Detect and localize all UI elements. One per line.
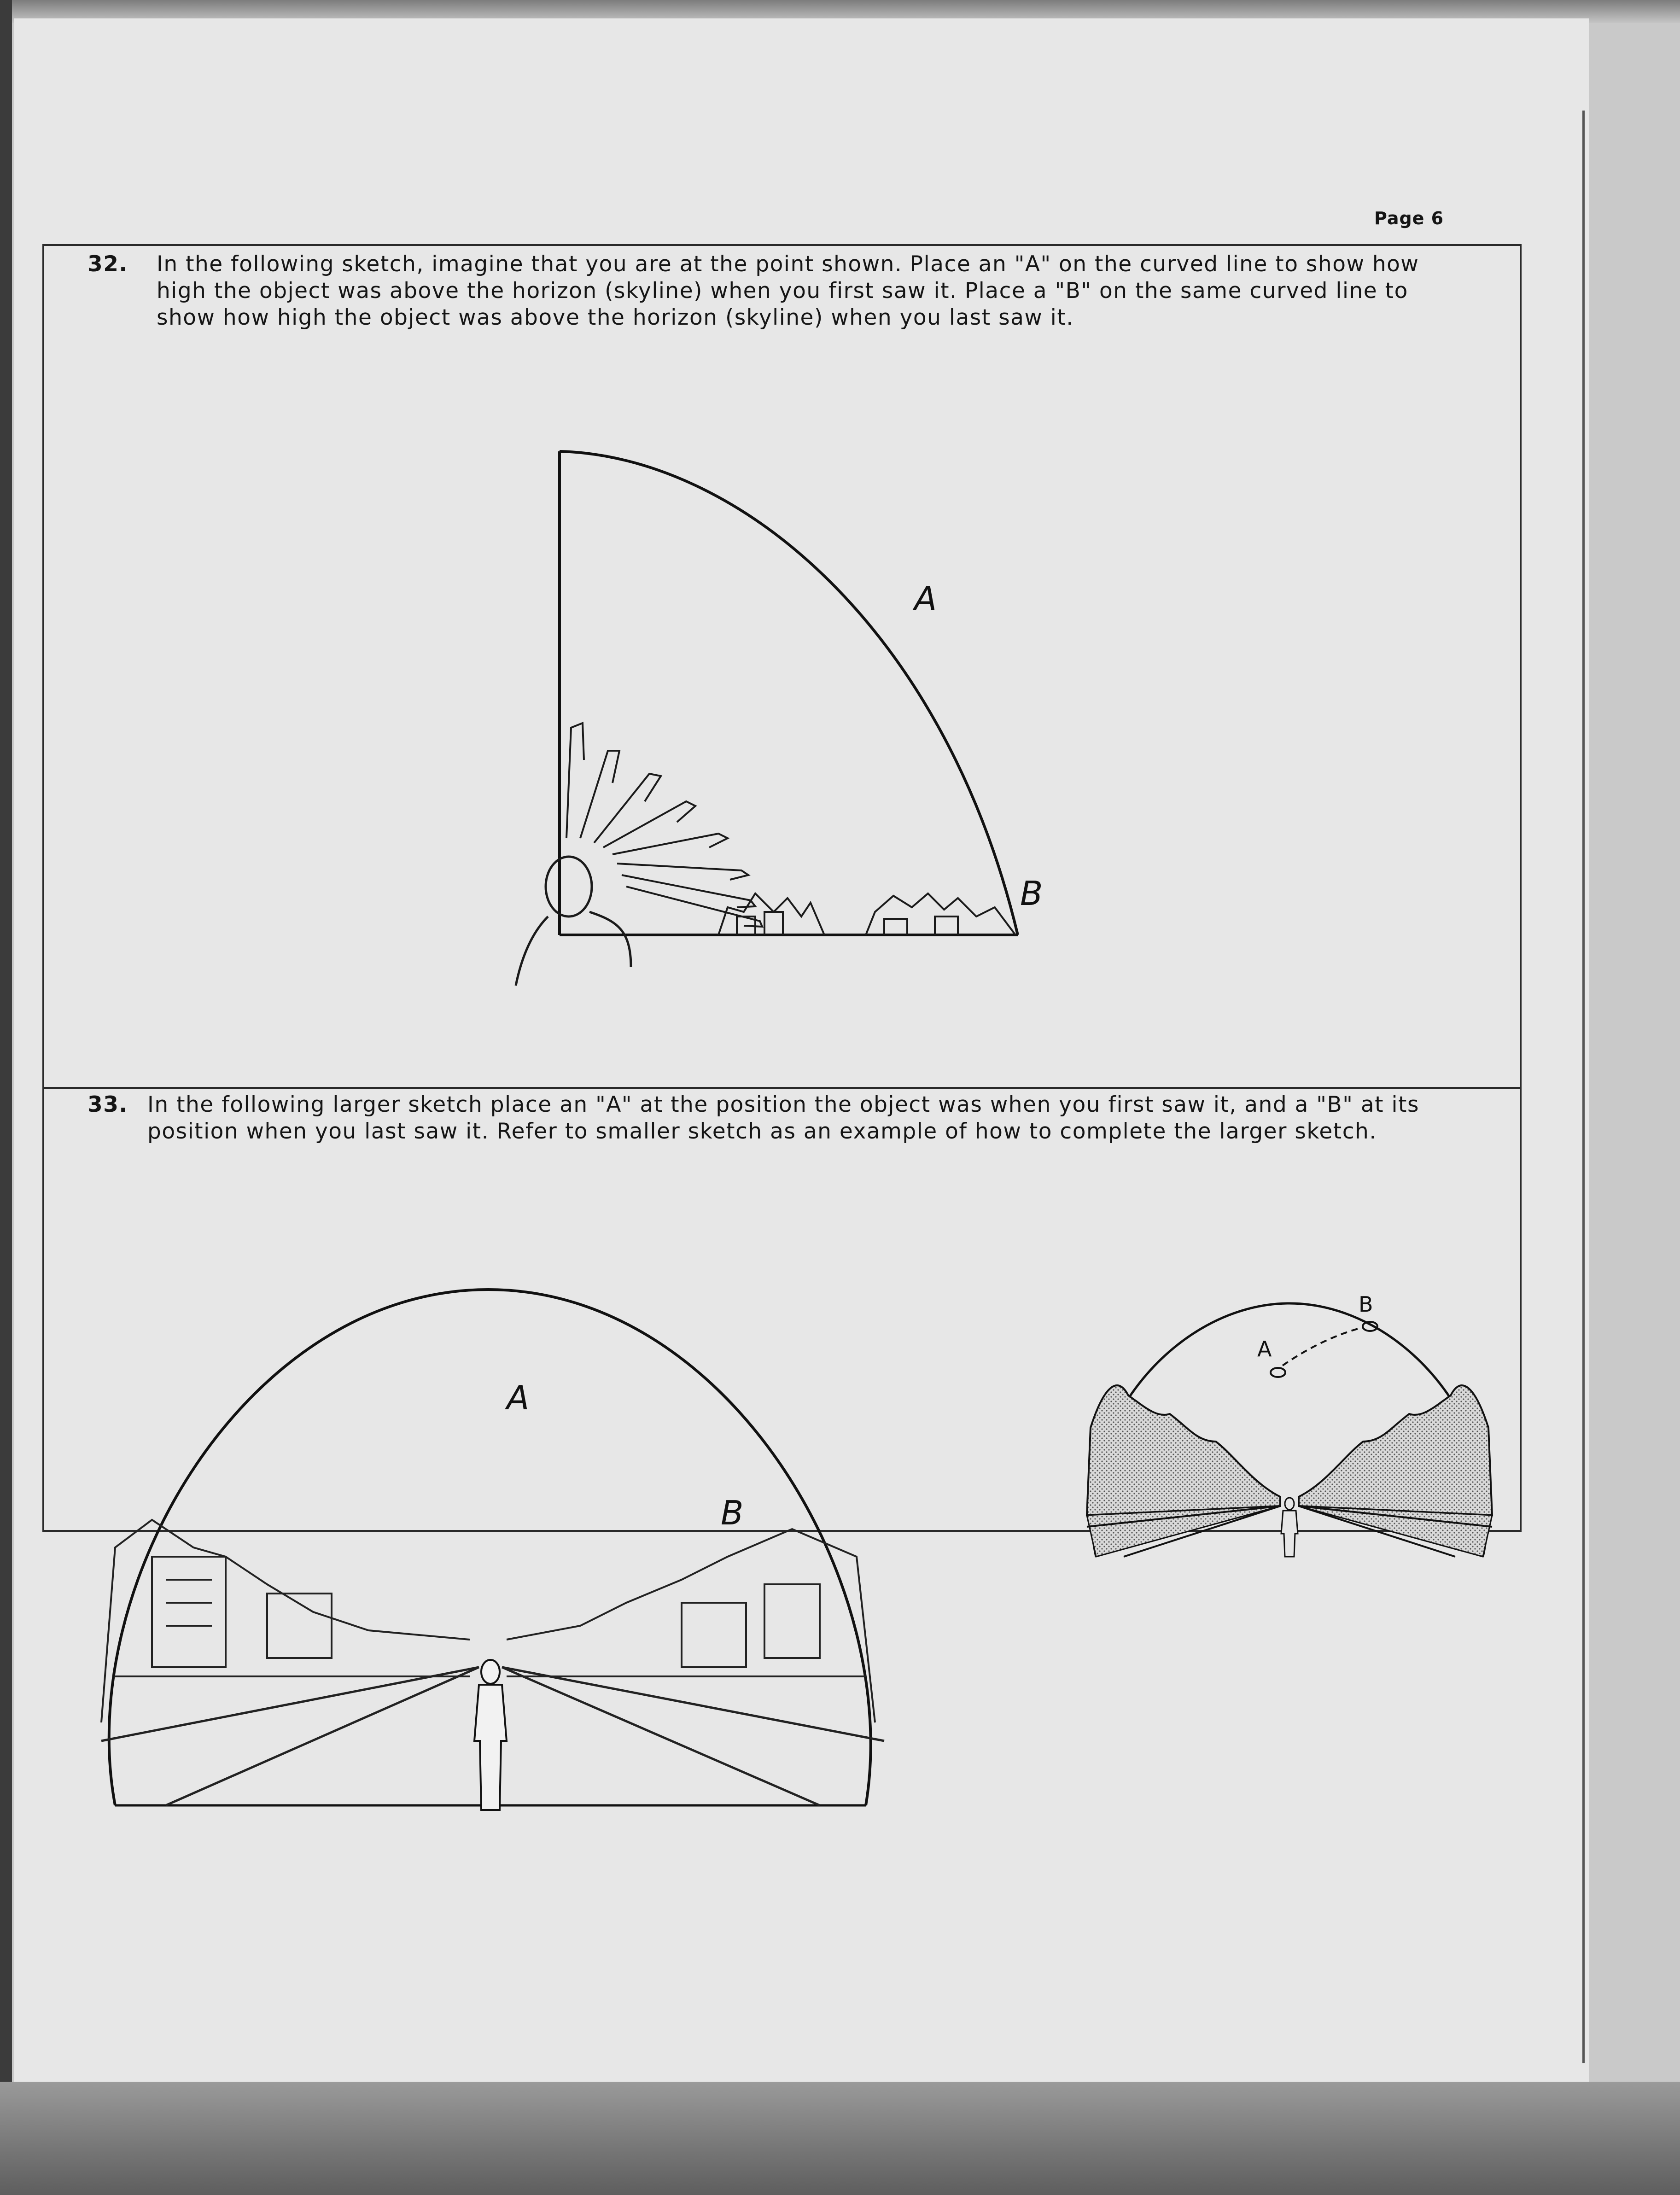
page-number: Page 6 (1374, 208, 1444, 228)
question-number: 32. (88, 251, 128, 277)
object-path-dashed (1283, 1327, 1363, 1366)
skyline-houses-illustration (718, 893, 1015, 935)
section-divider (42, 1087, 1522, 1089)
scan-border-bottom (0, 2082, 1680, 2195)
elevation-arc-sketch (479, 433, 1142, 1022)
tree-line-left (1087, 1385, 1280, 1515)
question-number: 33. (88, 1092, 128, 1117)
ground-right (1299, 1506, 1492, 1557)
left-buildings-trees-illustration (101, 1520, 470, 1722)
answer-mark-a: A (507, 1378, 530, 1417)
observer-figure-icon (516, 857, 631, 986)
question-line: high the object was above the horizon (skyline) when you first saw it. Place a "B" on the same curved line to (157, 278, 1408, 304)
example-label-a: A (1257, 1337, 1272, 1361)
question-line: position when you last saw it. Refer to smaller sketch as an example of how to complete the larger sketch. (147, 1119, 1377, 1144)
question-text (157, 251, 1419, 331)
object-position-a-icon (1271, 1368, 1285, 1377)
answer-mark-b: B (721, 1494, 744, 1532)
page-edge-shadow (1582, 111, 1585, 2063)
tree-line-right (1299, 1385, 1492, 1515)
standing-figure-icon (474, 1660, 507, 1810)
large-sky-dome-sketch (74, 1262, 912, 1842)
question-line: In the following larger sketch place an "A" at the position the object was when you first saw it, and a "B" at its (147, 1092, 1419, 1117)
question-line: In the following sketch, imagine that you are at the point shown. Place an "A" on the curved line to show how (157, 251, 1419, 277)
question-text (147, 1092, 1419, 1145)
question-line: show how high the object was above the horizon (skyline) when you last saw it. (157, 305, 1074, 330)
standing-figure-icon (1281, 1498, 1298, 1557)
question-32 (88, 251, 1469, 343)
example-sky-dome-sketch (1078, 1276, 1501, 1570)
scan-border-left (0, 0, 12, 2195)
ground-left (1087, 1506, 1280, 1557)
answer-mark-a: A (914, 579, 937, 618)
pointing-arms-illustration (566, 723, 762, 927)
question-33 (88, 1092, 1515, 1156)
answer-mark-b: B (1020, 874, 1043, 913)
example-label-b: B (1359, 1292, 1373, 1317)
